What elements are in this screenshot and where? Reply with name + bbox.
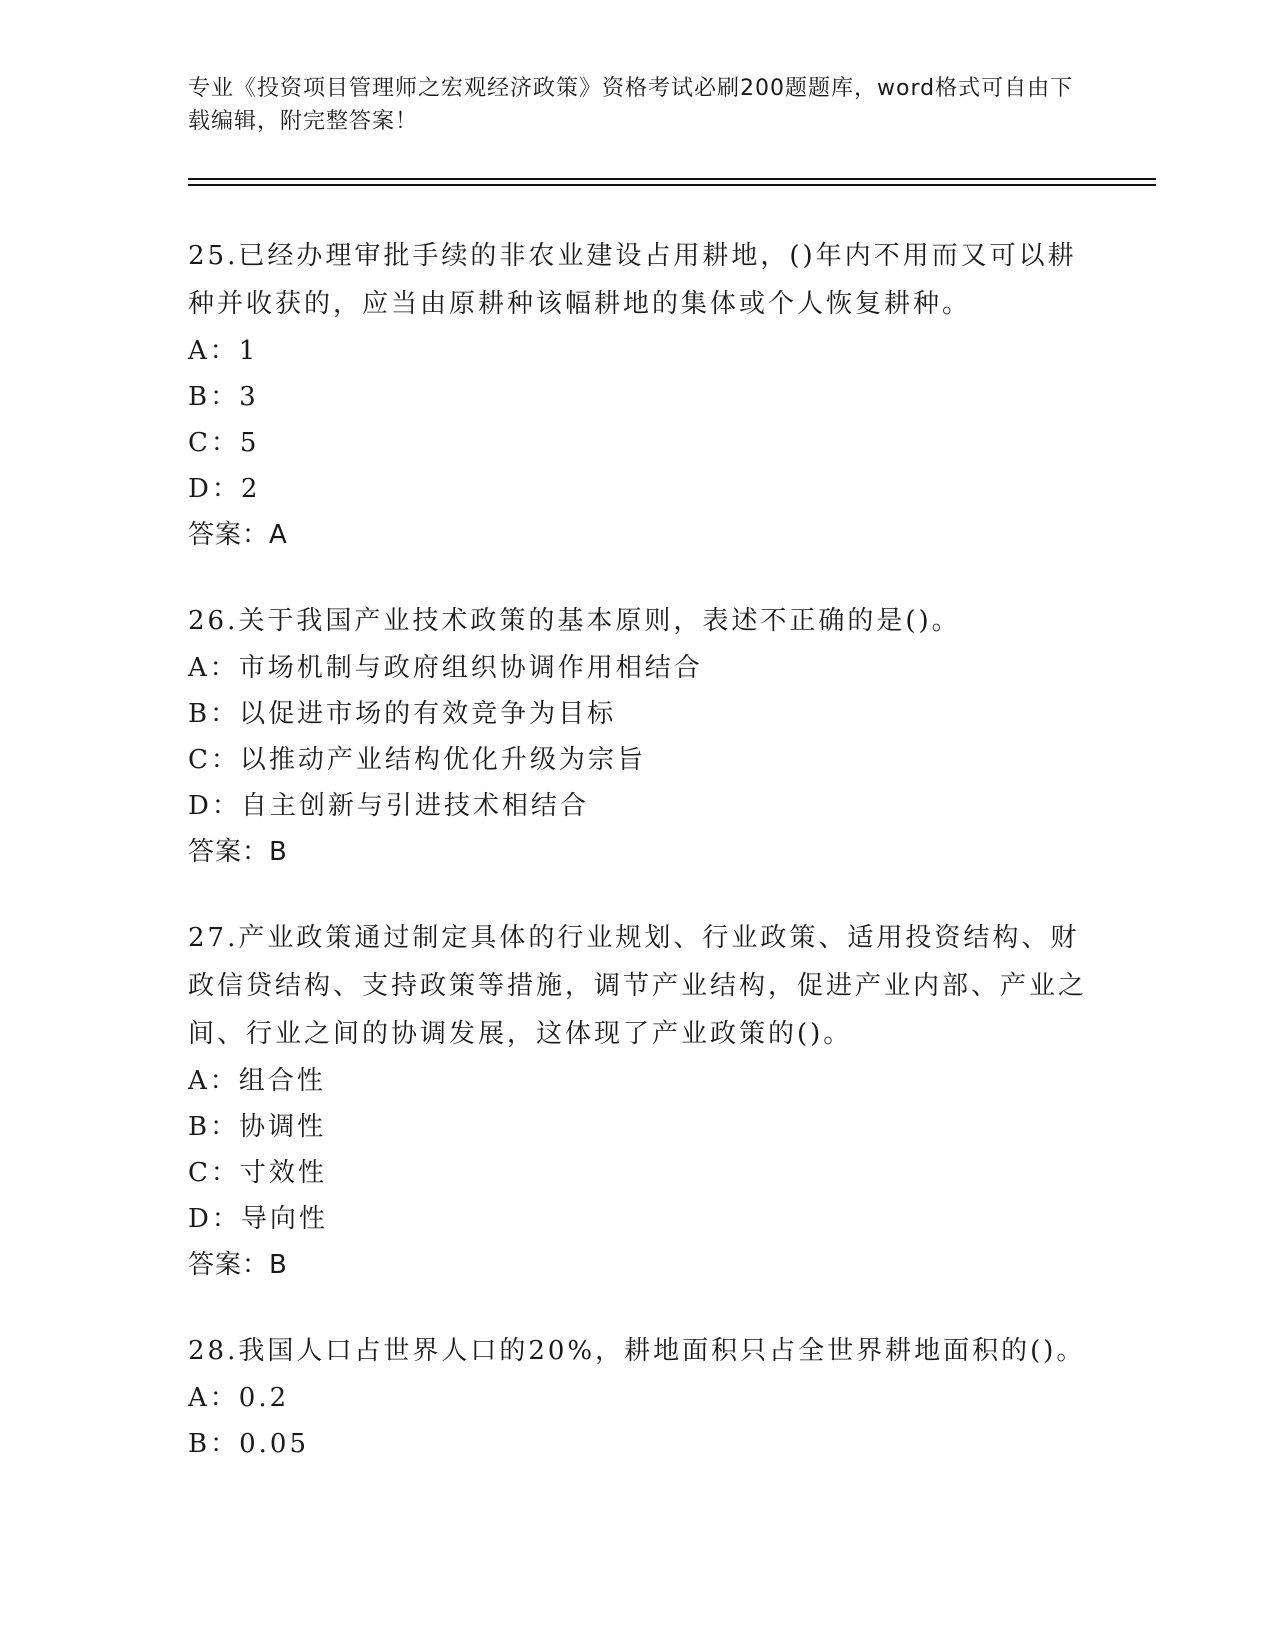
question-28	[188, 1327, 1088, 1467]
option-b: B：以促进市场的有效竞争为目标	[188, 699, 617, 729]
question-26	[188, 597, 1088, 875]
question-stem: 27.产业政策通过制定具体的行业规划、行业政策、适用投资结构、财政信贷结构、支持政策等措施，调节产业结构，促进产业内部、产业之间、行业之间的协调发展，这体现了产业政策的()。	[188, 923, 1088, 1049]
header-divider-bottom	[188, 184, 1156, 186]
question-27	[188, 914, 1088, 1288]
question-list	[188, 232, 1088, 1506]
option-c: C：寸效性	[188, 1158, 327, 1188]
answer-line: 答案：A	[188, 520, 288, 550]
option-b: B：0.05	[188, 1429, 309, 1459]
question-stem: 25.已经办理审批手续的非农业建设占用耕地，()年内不用而又可以耕种并收获的，应当由原耕种该幅耕地的集体或个人恢复耕种。	[188, 241, 1077, 319]
option-a: A：0.2	[188, 1383, 290, 1413]
header-divider-top	[188, 178, 1156, 180]
question-25	[188, 232, 1088, 558]
option-b: B：协调性	[188, 1112, 327, 1142]
option-c: C：5	[188, 428, 260, 458]
option-b: B：3	[188, 382, 259, 412]
option-c: C：以推动产业结构优化升级为宗旨	[188, 745, 646, 775]
answer-line: 答案：B	[188, 837, 288, 867]
document-header: 专业《投资项目管理师之宏观经济政策》资格考试必刷200题题库，word格式可自由下载编辑，附完整答案！	[188, 76, 1074, 134]
option-d: D：2	[188, 474, 261, 504]
option-d: D：自主创新与引进技术相结合	[188, 791, 589, 821]
question-stem: 28.我国人口占世界人口的20%，耕地面积只占全世界耕地面积的()。	[188, 1336, 1086, 1366]
question-stem: 26.关于我国产业技术政策的基本原则，表述不正确的是()。	[188, 606, 961, 636]
option-a: A：市场机制与政府组织协调作用相结合	[188, 653, 703, 683]
option-d: D：导向性	[188, 1204, 328, 1234]
answer-line: 答案：B	[188, 1250, 288, 1280]
option-a: A：1	[188, 336, 259, 366]
option-a: A：组合性	[188, 1066, 326, 1096]
